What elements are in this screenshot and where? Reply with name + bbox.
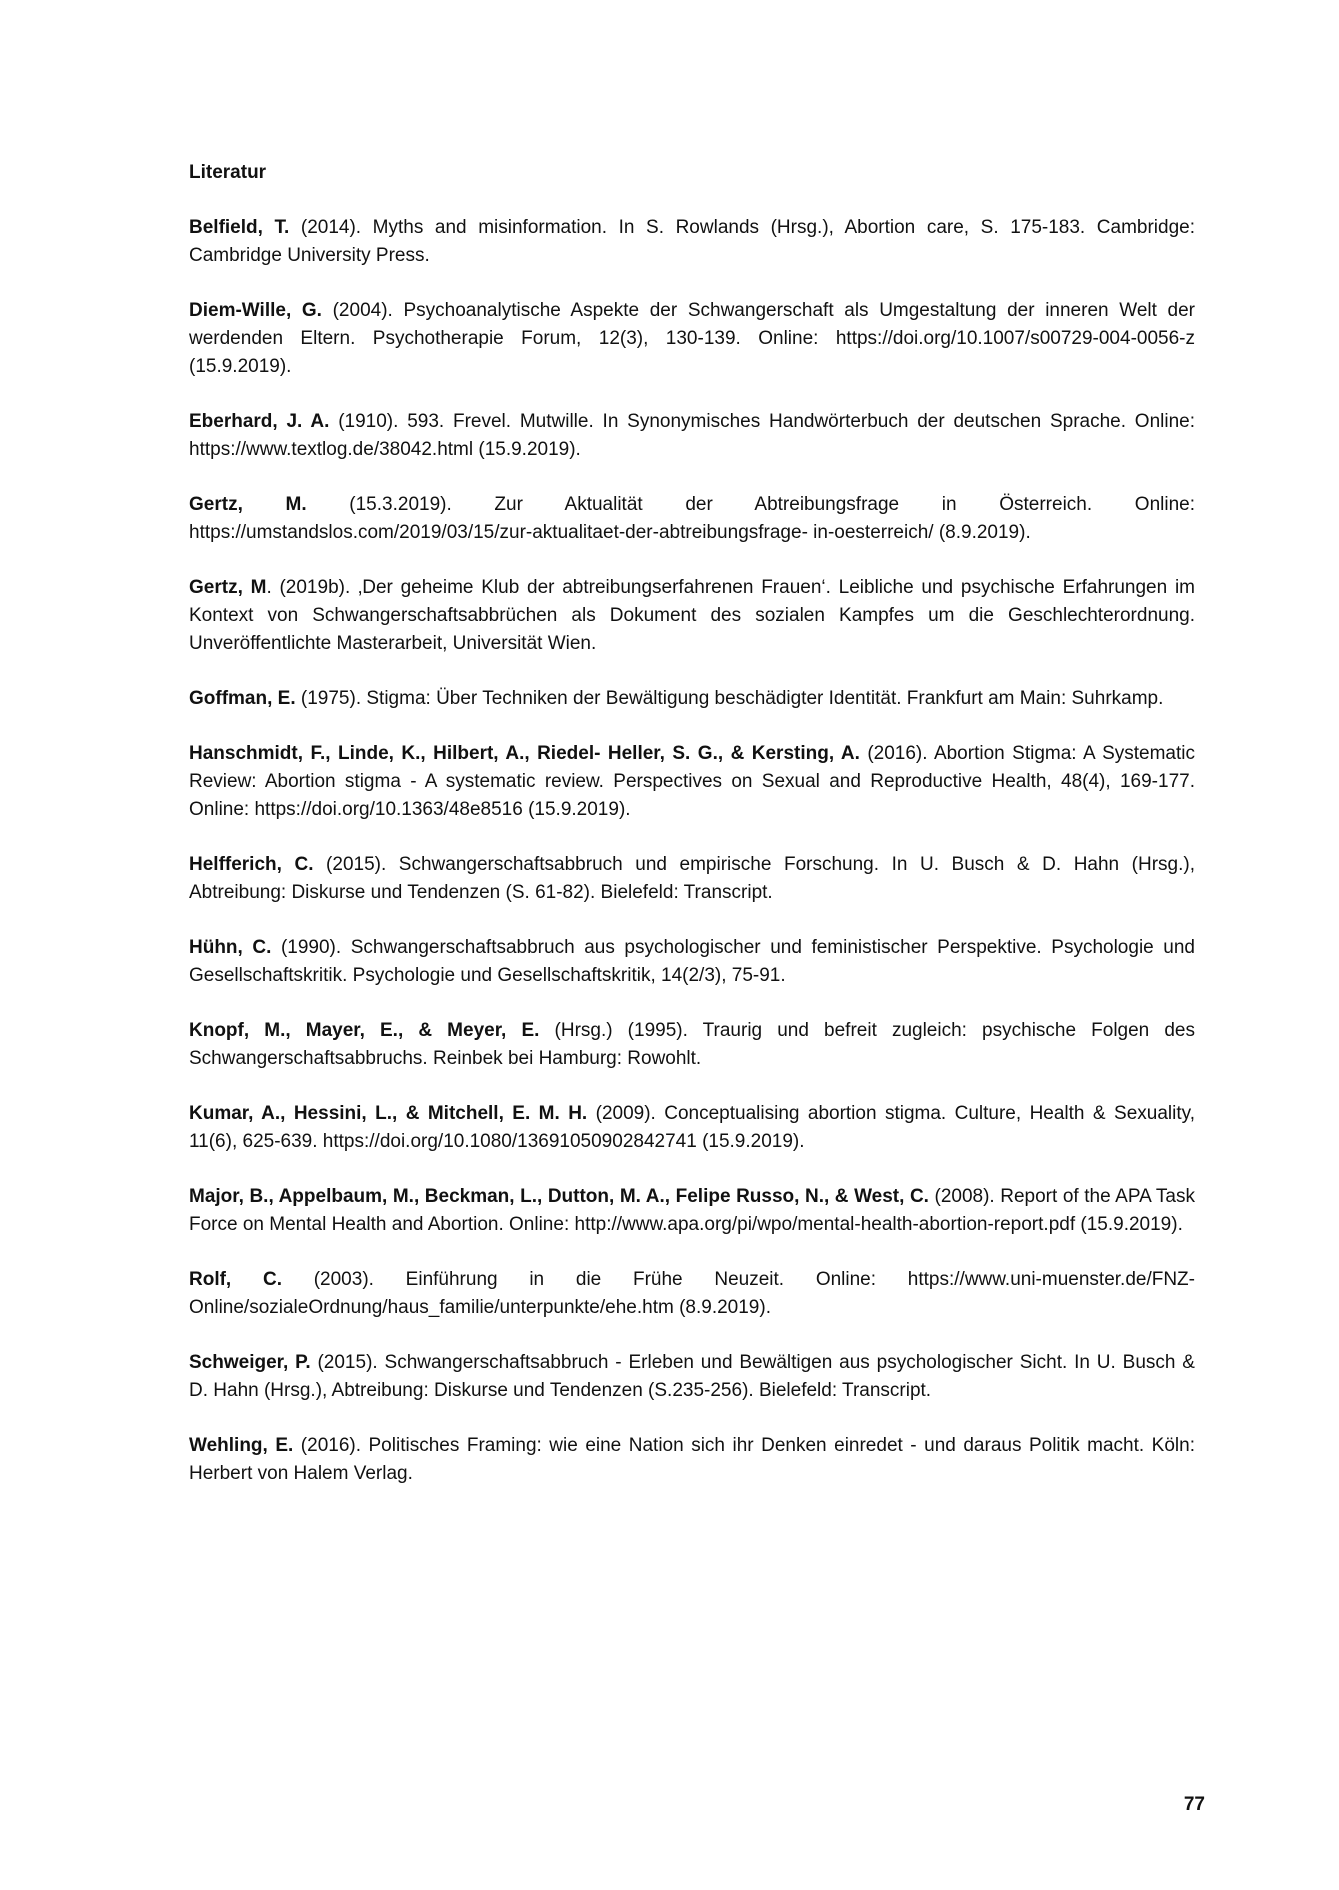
- reference-details: (2014). Myths and misinformation. In S. Rowlands (Hrsg.), Abortion care, S. 175-183. Cambridge: Cambridge University Press.: [189, 217, 1195, 266]
- reference-details: (2009). Conceptualising abortion stigma. Culture, Health & Sexuality, 11(6), 625-639. https://doi.org/10.1080/13691050902842741 (15.9.2019).: [189, 1103, 1195, 1152]
- reference-entry: [189, 214, 1195, 270]
- reference-authors: Goffman, E.: [189, 688, 296, 709]
- reference-entry: [189, 1017, 1195, 1073]
- reference-entry: [189, 1349, 1195, 1405]
- reference-authors: Helfferich, C.: [189, 854, 314, 875]
- bibliography-section: [189, 159, 1195, 1515]
- reference-details: (2015). Schwangerschaftsabbruch - Erleben und Bewältigen aus psychologischer Sicht. In U. Busch & D. Hahn (Hrsg.), Abtreibung: Diskurse und Tendenzen (S.235-256). Bielefeld: Transcript.: [189, 1352, 1195, 1401]
- reference-details: (Hrsg.) (1995). Traurig und befreit zugleich: psychische Folgen des Schwangerschaftsabbruchs. Reinbek bei Hamburg: Rowohlt.: [189, 1020, 1195, 1069]
- reference-details: (1910). 593. Frevel. Mutwille. In Synonymisches Handwörterbuch der deutschen Sprache. Online: https://www.textlog.de/38042.html (15.9.2019).: [189, 411, 1195, 460]
- reference-details: (1975). Stigma: Über Techniken der Bewältigung beschädigter Identität. Frankfurt am Main: Suhrkamp.: [295, 688, 1164, 709]
- reference-details: (1990). Schwangerschaftsabbruch aus psychologischer und feministischer Perspektive. Psychologie und Gesellschaftskritik. Psychologie und Gesellschaftskritik, 14(2/3), 75-91.: [189, 937, 1195, 986]
- reference-entry: [189, 574, 1195, 658]
- reference-details: (2008). Report of the APA Task Force on Mental Health and Abortion. Online: http://www.apa.org/pi/wpo/mental-health-abortion-report.pdf (15.9.2019).: [189, 1186, 1195, 1235]
- reference-entry: [189, 851, 1195, 907]
- reference-entry: [189, 491, 1195, 547]
- reference-entry: [189, 685, 1195, 713]
- reference-authors: Eberhard, J. A.: [189, 411, 330, 432]
- reference-authors: Schweiger, P.: [189, 1352, 311, 1373]
- reference-authors: Gertz, M: [189, 577, 267, 598]
- reference-authors: Wehling, E.: [189, 1435, 294, 1456]
- reference-authors: Kumar, A., Hessini, L., & Mitchell, E. M. H.: [189, 1103, 588, 1124]
- reference-entry: [189, 1266, 1195, 1322]
- reference-entry: [189, 1183, 1195, 1239]
- reference-authors: Hühn, C.: [189, 937, 272, 958]
- reference-authors: Major, B., Appelbaum, M., Beckman, L., Dutton, M. A., Felipe Russo, N., & West, C.: [189, 1186, 929, 1207]
- reference-authors: Gertz, M.: [189, 494, 307, 515]
- reference-authors: Rolf, C.: [189, 1269, 282, 1290]
- reference-details: (2003). Einführung in die Frühe Neuzeit. Online: https://www.uni-muenster.de/FNZ-Online/sozialeOrdnung/haus_familie/unterpunkte/ehe.htm (8.9.2019).: [189, 1269, 1195, 1318]
- reference-authors: Hanschmidt, F., Linde, K., Hilbert, A., Riedel- Heller, S. G., & Kersting, A.: [189, 743, 860, 764]
- reference-entry: [189, 740, 1195, 824]
- page-number: 77: [1183, 1794, 1205, 1815]
- reference-entry: [189, 1100, 1195, 1156]
- reference-details: (2004). Psychoanalytische Aspekte der Schwangerschaft als Umgestaltung der inneren Welt der werdenden Eltern. Psychotherapie Forum, 12(3), 130-139. Online: https://doi.org/10.1007/s00729-004-0056-z (15.9.2019).: [189, 300, 1195, 377]
- reference-details: (2016). Politisches Framing: wie eine Nation sich ihr Denken einredet - und daraus Politik macht. Köln: Herbert von Halem Verlag.: [189, 1435, 1195, 1484]
- reference-entry: [189, 408, 1195, 464]
- reference-entry: [189, 934, 1195, 990]
- reference-authors: Diem-Wille, G.: [189, 300, 322, 321]
- reference-entry: [189, 297, 1195, 381]
- reference-authors: Knopf, M., Mayer, E., & Meyer, E.: [189, 1020, 540, 1041]
- reference-details: (2016). Abortion Stigma: A Systematic Review: Abortion stigma - A systematic review. Perspectives on Sexual and Reproductive Health, 48(4), 169-177. Online: https://doi.org/10.1363/48e8516 (15.9.2019).: [189, 743, 1195, 820]
- reference-details: (2015). Schwangerschaftsabbruch und empirische Forschung. In U. Busch & D. Hahn (Hrsg.), Abtreibung: Diskurse und Tendenzen (S. 61-82). Bielefeld: Transcript.: [189, 854, 1195, 903]
- reference-details: (15.3.2019). Zur Aktualität der Abtreibungsfrage in Österreich. Online: https://umstandslos.com/2019/03/15/zur-aktualitaet-der-abtreibungsfrage- in-oesterreich/ (8.9.2019).: [189, 494, 1195, 543]
- reference-details: . (2019b). ‚Der geheime Klub der abtreibungserfahrenen Frauen‘. Leibliche und psychische Erfahrungen im Kontext von Schwangerschaftsabbrüchen als Dokument des sozialen Kampfes um die Geschlechterordnung. Unveröffentlichte Masterarbeit, Universität Wien.: [189, 577, 1195, 654]
- reference-list: [189, 214, 1195, 1488]
- reference-entry: [189, 1432, 1195, 1488]
- reference-authors: Belfield, T.: [189, 217, 290, 238]
- section-heading: Literatur: [189, 162, 267, 183]
